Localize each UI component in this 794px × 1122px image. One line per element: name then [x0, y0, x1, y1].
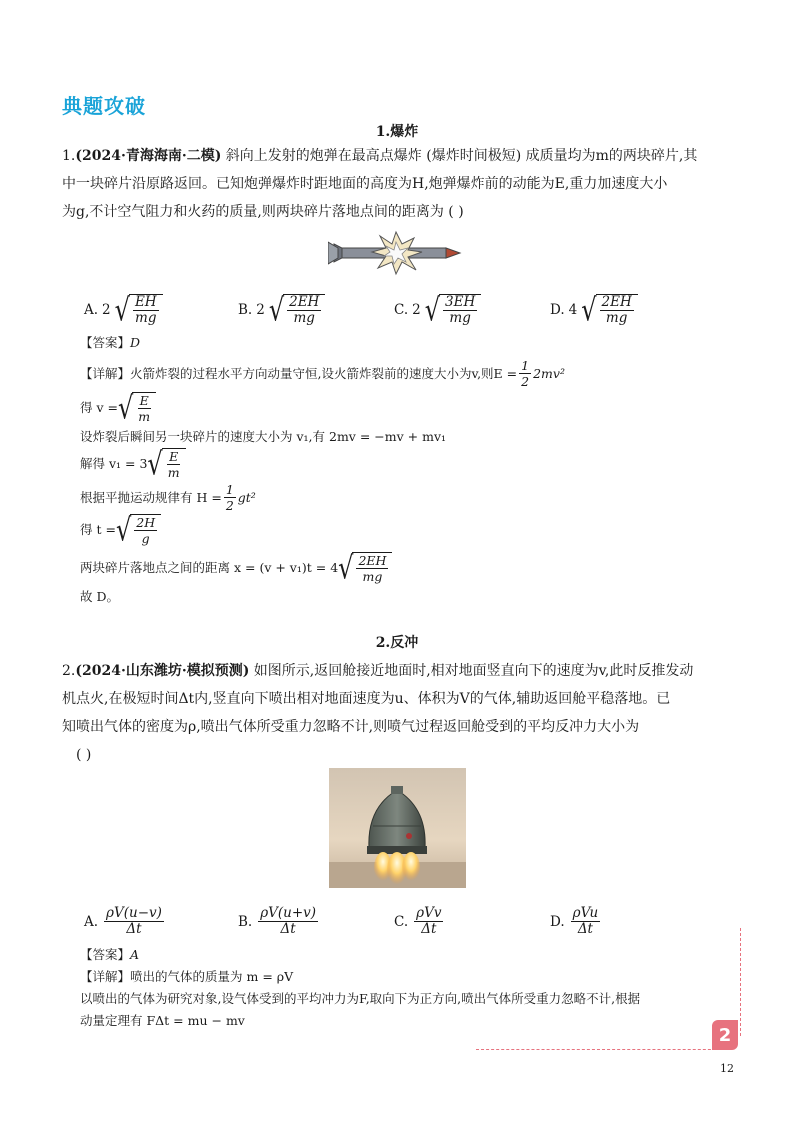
solution-step-1 — [80, 358, 565, 389]
solution-step-7 — [80, 549, 392, 587]
frac-num: ρVu — [572, 905, 599, 921]
sqrt: √ $\frac{E}{m}$ — [118, 392, 156, 424]
frac-den: mg — [362, 569, 383, 584]
question-text: ( ) — [76, 747, 92, 763]
frac-num: 2EH — [358, 553, 387, 568]
question-source: (2024·青海海南·二模) — [75, 148, 222, 164]
choice-c — [394, 291, 481, 329]
sqrt: √ $\frac{2H}{g}$ — [116, 514, 161, 546]
frac-num: E — [169, 449, 179, 464]
frac-den: Δt — [421, 921, 437, 937]
question-number: 2. — [62, 663, 76, 679]
fraction — [258, 906, 318, 937]
frac-num: 1 — [225, 482, 234, 497]
solution-step-5 — [80, 482, 256, 513]
choice-label: B. — [238, 302, 253, 318]
frac-num: ρV(u−v) — [106, 905, 162, 921]
frac-num: E — [139, 393, 149, 408]
detail-tag: 【详解】 — [80, 365, 131, 381]
answer-value: A — [130, 947, 140, 962]
sqrt: √ $\frac{2EH}{mg}$ — [581, 294, 638, 326]
solution-step-1 — [80, 968, 293, 986]
frac-den: m — [167, 465, 180, 480]
question-source: (2024·山东潍坊·模拟预测) — [75, 663, 250, 679]
reentry-capsule-photo — [329, 768, 466, 888]
choice-d — [550, 291, 638, 329]
section-title: 典题攻破 — [62, 94, 146, 118]
question-text: 为g,不计空气阻力和火药的质量,则两块碎片落地点间的距离为 ( ) — [62, 204, 464, 220]
frac-num: 1 — [521, 358, 530, 373]
question-text: 斜向上发射的炮弹在最高点爆炸 (爆炸时间极短) 成质量均为m的两块碎片,其 — [225, 148, 698, 164]
fraction — [571, 906, 601, 937]
choice-label: D. — [550, 913, 565, 930]
choice-a — [84, 291, 163, 329]
subsection-heading-explosion: 1.爆炸 — [375, 124, 419, 140]
choice-label: B. — [238, 913, 253, 930]
choice-label: A. — [84, 913, 99, 930]
frac-num: 2H — [136, 515, 156, 530]
frac-num: ρVv — [416, 905, 442, 921]
solution-text: 得 t = — [80, 522, 116, 537]
frac-den: Δt — [577, 921, 593, 937]
answer-tag: 【答案】 — [80, 947, 131, 962]
subsection-heading-recoil: 2.反冲 — [375, 635, 419, 651]
detail-tag: 【详解】 — [80, 969, 131, 984]
choice-d — [550, 906, 602, 937]
sqrt: √ $\frac{3EH}{mg}$ — [425, 294, 482, 326]
sqrt: √ $\frac{EH}{mg}$ — [115, 294, 163, 326]
choice-label: D. — [550, 302, 565, 318]
answer-line — [80, 334, 140, 352]
frac-den: g — [141, 531, 150, 546]
frac-num: 3EH — [445, 294, 476, 310]
question-text: 如图所示,返回舱接近地面时,相对地面竖直向下的速度为v,此时反推发动 — [253, 663, 694, 679]
solution-step-2 — [80, 389, 156, 427]
frac-den: m — [138, 409, 151, 424]
solution-text: gt² — [237, 489, 256, 505]
choice-coef: 2 — [412, 302, 421, 318]
frac-den: mg — [293, 310, 315, 326]
sqrt: √ $\frac{2EH}{mg}$ — [269, 294, 326, 326]
shell-explosion-figure — [328, 230, 464, 276]
solution-text: 喷出的气体的质量为 m = ρV — [130, 969, 294, 984]
page-number: 12 — [720, 1062, 734, 1075]
solution-text: 得 v = — [80, 400, 118, 415]
solution-text: 解得 v₁ = 3 — [80, 456, 148, 471]
answer-tag: 【答案】 — [80, 335, 131, 350]
choice-coef: 4 — [568, 302, 578, 318]
frac-den: mg — [135, 310, 157, 326]
solution-text: 2mv² — [533, 365, 565, 381]
choice-coef: 2 — [102, 302, 111, 318]
solution-step-4 — [80, 445, 186, 483]
solution-step-2: 以喷出的气体为研究对象,设气体受到的平均冲力为F,取向下为正方向,喷出气体所受重力忽略不计,根据 — [80, 991, 641, 1006]
fraction — [414, 906, 443, 937]
frac-den: 2 — [521, 374, 530, 389]
solution-step-3: 动量定理有 FΔt = mu − mv — [80, 1013, 245, 1028]
solution-text: 火箭炸裂的过程水平方向动量守恒,设火箭炸裂前的速度大小为v,则E = — [130, 365, 518, 381]
solution-text: 根据平抛运动规律有 H = — [80, 489, 222, 505]
page-badge: 2 — [712, 1020, 738, 1050]
solution-step-6 — [80, 511, 161, 549]
choice-b — [238, 291, 325, 329]
frac-num: ρV(u+v) — [260, 905, 317, 921]
sqrt: √ $\frac{2EH}{mg}$ — [338, 552, 392, 584]
frac-den: mg — [605, 310, 628, 326]
choice-label: C. — [394, 913, 409, 930]
choice-a — [84, 906, 166, 937]
fraction — [104, 906, 164, 937]
fraction — [519, 358, 531, 389]
sqrt: √ $\frac{E}{m}$ — [147, 448, 185, 480]
choice-label: C. — [394, 302, 409, 318]
frac-den: Δt — [126, 921, 142, 937]
question-2 — [62, 657, 744, 769]
question-text: 机点火,在极短时间Δt内,竖直向下喷出相对地面速度为u、体积为V的气体,辅助返回舱平稳落地。已 — [62, 691, 671, 707]
frac-num: 2EH — [601, 294, 632, 310]
decorative-dashed-line — [740, 928, 741, 1036]
frac-den: Δt — [280, 921, 296, 937]
question-text: 中一块碎片沿原路返回。已知炮弹爆炸时距地面的高度为H,炮弹爆炸前的动能为E,重力加速度大小 — [62, 176, 668, 192]
answer-line — [80, 946, 139, 964]
frac-num: 2EH — [289, 294, 320, 310]
choice-b — [238, 906, 320, 937]
solution-step-8: 故 D。 — [80, 589, 119, 604]
choice-c — [394, 906, 445, 937]
question-number: 1. — [62, 148, 76, 164]
question-1 — [62, 142, 744, 226]
solution-step-3: 设炸裂后瞬间另一块碎片的速度大小为 v₁,有 2mv = −mv + mv₁ — [80, 429, 447, 444]
decorative-dashed-line — [476, 1049, 726, 1050]
choice-coef: 2 — [256, 302, 265, 318]
frac-num: EH — [134, 294, 157, 310]
solution-text: 两块碎片落地点之间的距离 x = (v + v₁)t = 4 — [80, 560, 339, 575]
frac-den: mg — [449, 310, 471, 326]
answer-value: D — [130, 335, 141, 350]
choice-label: A. — [84, 302, 99, 318]
fraction — [224, 482, 236, 513]
frac-den: 2 — [225, 498, 234, 513]
question-text: 知喷出气体的密度为ρ,喷出气体所受重力忽略不计,则喷气过程返回舱受到的平均反冲力大小为 — [62, 719, 640, 735]
